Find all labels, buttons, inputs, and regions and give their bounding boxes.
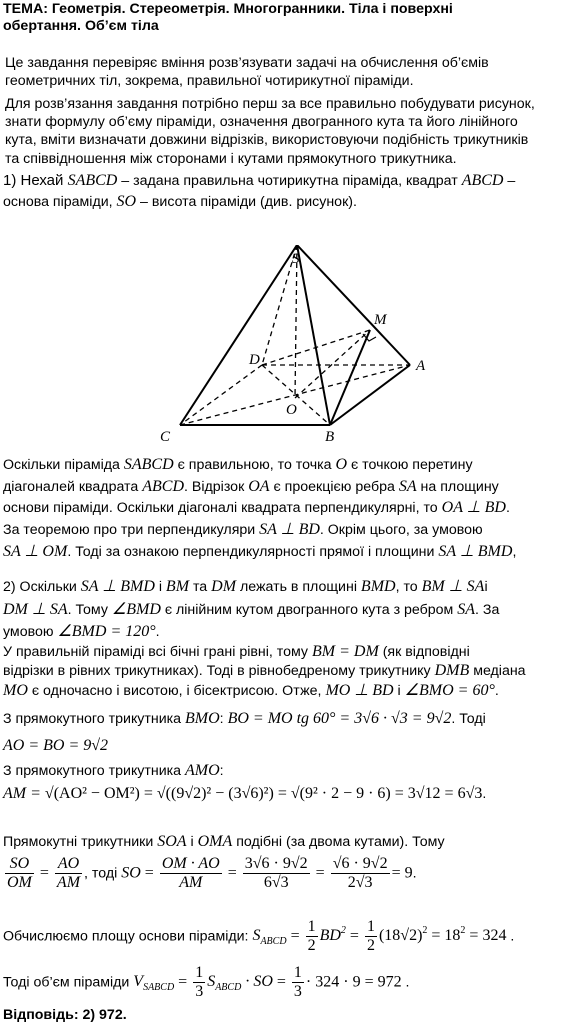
ao-line: AO = BO = 9√2 xyxy=(3,737,109,754)
am-formula: AM = √(AO² − OM²) = √((9√2)² − (3√6)²) = √(9² · 2 − 9 · 6) = 3√12 = 6√3. xyxy=(3,785,487,802)
para2-line-3: умовою ∠BMD = 120°. xyxy=(3,623,160,640)
intro-line: знати формулу об’єму піраміди, означення двогранного кута та його лінійного xyxy=(5,114,518,130)
label-A: A xyxy=(416,358,426,374)
step1-line-2: основа піраміди, SO – висота піраміди (див. рисунок). xyxy=(3,193,357,210)
pyramid-figure xyxy=(150,245,440,455)
para2-line-6: MO є одночасно і висотою, і бісектрисою. Отже, MO ⊥ BD і ∠BMO = 60°. xyxy=(3,682,499,699)
label-S: S xyxy=(292,251,300,267)
para1-line-1: Оскільки піраміда SABCD є правильною, то точка O є точкою перетину xyxy=(3,456,473,473)
para1-line-5: SA ⊥ OM. Тоді за ознакою перпендикулярності прямої і площини SA ⊥ BMD, xyxy=(3,543,517,560)
intro-line: Це завдання перевіряє вміння розв’язувати задачі на обчислення об’ємів xyxy=(5,55,489,71)
label-M: M xyxy=(374,312,387,328)
label-B: B xyxy=(325,429,335,445)
para2-line-1: 2) Оскільки SA ⊥ BMD і BM та DM лежать в площині BMD, то BM ⊥ SAі xyxy=(3,578,488,595)
topic-title-line-2: обертання. Об’єм тіла xyxy=(3,18,159,34)
label-D: D xyxy=(249,352,260,368)
label-O: O xyxy=(286,402,297,418)
similar-line: Прямокутні трикутники SOA і OMA подібні (за двома кутами). Тому xyxy=(3,833,445,850)
label-C: C xyxy=(160,429,171,445)
volume-formula: Тоді об’єм піраміди $V_{SABCD}$ = $\frac{1}{3}$ $S_{ABCD}$ · SO = $\frac{1}{3}$ · 324 · 9 = 972 . xyxy=(3,964,410,1000)
para1-line-4: За теоремою про три перпендикуляри SA ⊥ BD. Окрім цього, за умовою xyxy=(3,521,483,538)
intro-line: геометричних тіл, зокрема, правильної чотирикутної піраміди. xyxy=(5,73,414,89)
para2-line-4: У правильній піраміді всі бічні грані рівні, тому BM = DM (як відповідні xyxy=(3,643,470,660)
para2-line-2: DM ⊥ SA. Тому ∠BMD є лінійним кутом двогранного кута з ребром SA. За xyxy=(3,601,500,618)
area-formula: Обчислюємо площу основи піраміди: $S_{ABCD}$ = $\frac{1}{2}$ $BD^2$ = $\frac{1}{2}$ $(18√2)^2 = 18^2 = 324$ . xyxy=(3,918,515,954)
para1-line-3: основи піраміди. Оскільки діагоналі квадрата перпендикулярні, то OA ⊥ BD. xyxy=(3,499,510,516)
para1-line-2: діагоналей квадрата ABCD. Відрізок OA є проекцією ребра SA на площину xyxy=(3,478,499,495)
so-formula: $\frac{SO}{OM}$ = $\frac{AO}{AM}$ , тоді SO = $\frac{OM \cdot AO}{AM}$ = $\frac{3√6 \cdot 9√2}{6√3}$ = $\frac{√6 \cdot 9√2}{2√3}$ = 9. xyxy=(7,855,417,891)
answer: Відповідь: 2) 972. xyxy=(3,1007,127,1023)
step1-line-1: 1) Нехай SABCD – задана правильна чотирикутна піраміда, квадрат ABCD – xyxy=(3,172,516,189)
amo-line: З прямокутного трикутника AMO: xyxy=(3,762,224,779)
para2-line-5: відрізки в рівних трикутниках). Тоді в рівнобедреному трикутнику DMB медіана xyxy=(3,662,526,679)
intro-line: Для розв’язання завдання потрібно перш за все правильно побудувати рисунок, xyxy=(5,96,535,112)
bmo-line: З прямокутного трикутника BMO: BO = MO tg 60° = 3√6 · √3 = 9√2. Тоді xyxy=(3,710,486,727)
intro-line: та співвідношення між сторонами і кутами прямокутного трикутника. xyxy=(5,151,457,167)
intro-line: кута, вміти визначати довжини відрізків, використовуючи подібність трикутників xyxy=(5,132,529,148)
topic-title-line-1: ТЕМА: Геометрія. Стереометрія. Многогранники. Тіла і поверхні xyxy=(3,1,453,17)
